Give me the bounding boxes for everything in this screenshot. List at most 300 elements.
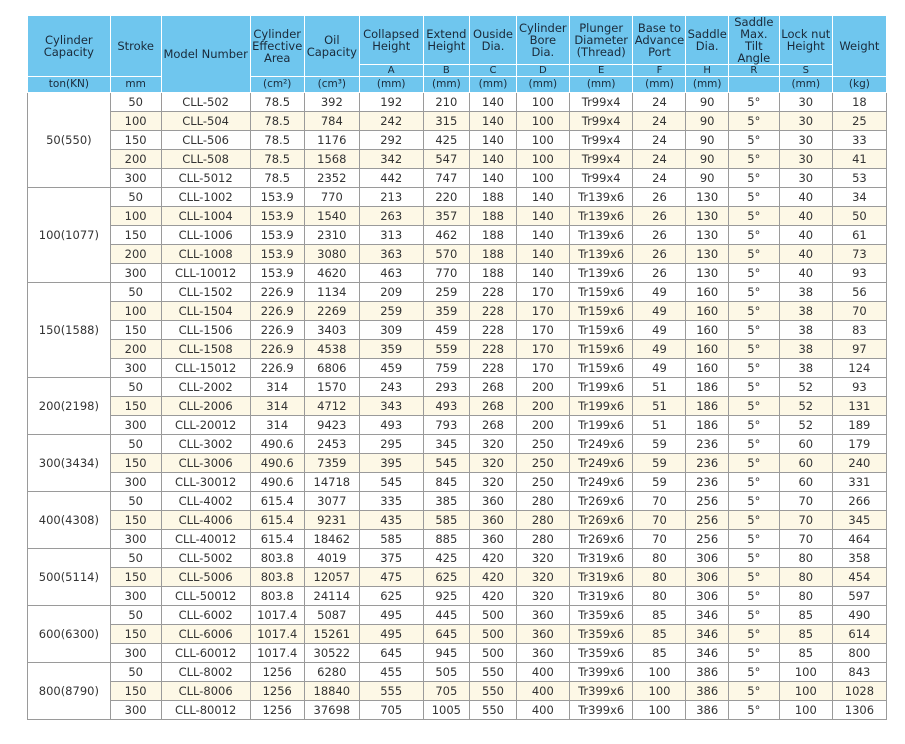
table-cell: 462 — [423, 226, 470, 245]
table-row — [28, 511, 887, 530]
table-cell: 5° — [728, 207, 779, 226]
table-cell: CLL-8006 — [161, 682, 250, 701]
table-cell: 885 — [423, 530, 470, 549]
table-cell: Tr159x6 — [569, 302, 633, 321]
table-cell: 345 — [832, 511, 886, 530]
table-cell: 5° — [728, 93, 779, 112]
table-cell: 97 — [832, 340, 886, 359]
header-plunger-dia: Plunger Diameter (Thread) — [569, 16, 633, 65]
table-cell: 100 — [779, 682, 832, 701]
table-cell: 256 — [686, 511, 728, 530]
table-cell: 445 — [423, 606, 470, 625]
table-cell: 5° — [728, 701, 779, 720]
table-cell: CLL-1006 — [161, 226, 250, 245]
header-code-f: F — [633, 65, 686, 77]
table-cell: 300 — [110, 587, 161, 606]
table-cell: 309 — [359, 321, 423, 340]
table-cell: 210 — [423, 93, 470, 112]
table-cell: Tr319x6 — [569, 568, 633, 587]
table-cell: 400 — [516, 682, 569, 701]
table-cell: 70 — [779, 492, 832, 511]
capacity-cell: 200(2198) — [28, 378, 111, 435]
table-cell: 360 — [470, 492, 517, 511]
table-cell: 5° — [728, 264, 779, 283]
table-cell: 12057 — [304, 568, 359, 587]
header-weight: Weight — [832, 16, 886, 77]
table-cell: 442 — [359, 169, 423, 188]
table-cell: 5° — [728, 435, 779, 454]
table-cell: CLL-1004 — [161, 207, 250, 226]
table-cell: 320 — [516, 587, 569, 606]
table-cell: 85 — [779, 644, 832, 663]
table-cell: CLL-502 — [161, 93, 250, 112]
table-cell: CLL-1504 — [161, 302, 250, 321]
table-cell: 83 — [832, 321, 886, 340]
table-row — [28, 663, 887, 682]
table-cell: 100 — [110, 302, 161, 321]
table-cell: 5° — [728, 492, 779, 511]
table-cell: 645 — [423, 625, 470, 644]
table-cell: 490.6 — [250, 454, 304, 473]
table-cell: 140 — [516, 264, 569, 283]
table-cell: 256 — [686, 530, 728, 549]
table-cell: CLL-4002 — [161, 492, 250, 511]
table-cell: 49 — [633, 302, 686, 321]
table-cell: 315 — [423, 112, 470, 131]
table-cell: 124 — [832, 359, 886, 378]
table-cell: 30522 — [304, 644, 359, 663]
table-cell: 346 — [686, 625, 728, 644]
table-cell: 803.8 — [250, 587, 304, 606]
table-cell: 1005 — [423, 701, 470, 720]
table-cell: 925 — [423, 587, 470, 606]
table-cell: 50 — [110, 378, 161, 397]
table-row — [28, 416, 887, 435]
table-cell: 130 — [686, 207, 728, 226]
table-cell: 30 — [779, 112, 832, 131]
table-cell: 320 — [470, 435, 517, 454]
table-cell: CLL-1002 — [161, 188, 250, 207]
table-cell: 342 — [359, 150, 423, 169]
unit-b: (mm) — [423, 77, 470, 93]
table-cell: CLL-50012 — [161, 587, 250, 606]
table-cell: 51 — [633, 416, 686, 435]
table-cell: 160 — [686, 283, 728, 302]
table-cell: 150 — [110, 682, 161, 701]
table-cell: 130 — [686, 226, 728, 245]
table-cell: 6280 — [304, 663, 359, 682]
table-row — [28, 302, 887, 321]
table-cell: 160 — [686, 359, 728, 378]
table-cell: Tr269x6 — [569, 530, 633, 549]
table-cell: 505 — [423, 663, 470, 682]
table-cell: 266 — [832, 492, 886, 511]
table-cell: Tr199x6 — [569, 416, 633, 435]
table-cell: 335 — [359, 492, 423, 511]
table-cell: 93 — [832, 264, 886, 283]
table-cell: 200 — [516, 397, 569, 416]
table-cell: 250 — [516, 454, 569, 473]
table-cell: 90 — [686, 169, 728, 188]
table-cell: 60 — [779, 454, 832, 473]
table-cell: 360 — [470, 530, 517, 549]
table-cell: 78.5 — [250, 131, 304, 150]
table-cell: 242 — [359, 112, 423, 131]
table-cell: 585 — [423, 511, 470, 530]
table-cell: 268 — [470, 397, 517, 416]
table-cell: Tr99x4 — [569, 150, 633, 169]
table-cell: CLL-3002 — [161, 435, 250, 454]
table-cell: 49 — [633, 283, 686, 302]
table-cell: 170 — [516, 283, 569, 302]
table-cell: 140 — [470, 112, 517, 131]
table-cell: 259 — [423, 283, 470, 302]
table-cell: 90 — [686, 93, 728, 112]
table-cell: 5° — [728, 283, 779, 302]
table-cell: 85 — [633, 625, 686, 644]
table-cell: 490.6 — [250, 435, 304, 454]
table-cell: 770 — [304, 188, 359, 207]
table-cell: 52 — [779, 397, 832, 416]
table-cell: 80 — [779, 549, 832, 568]
table-row — [28, 169, 887, 188]
table-cell: 18840 — [304, 682, 359, 701]
table-cell: 85 — [633, 644, 686, 663]
capacity-cell: 300(3434) — [28, 435, 111, 492]
table-cell: 78.5 — [250, 169, 304, 188]
table-cell: 256 — [686, 492, 728, 511]
table-cell: CLL-1502 — [161, 283, 250, 302]
table-cell: 300 — [110, 701, 161, 720]
table-row — [28, 93, 887, 112]
table-cell: Tr359x6 — [569, 644, 633, 663]
header-code-e: E — [569, 65, 633, 77]
table-cell: 1176 — [304, 131, 359, 150]
table-cell: 70 — [633, 530, 686, 549]
table-cell: 420 — [470, 568, 517, 587]
table-cell: CLL-20012 — [161, 416, 250, 435]
table-cell: 49 — [633, 359, 686, 378]
table-row — [28, 682, 887, 701]
table-cell: 130 — [686, 245, 728, 264]
table-cell: 26 — [633, 188, 686, 207]
table-cell: 100 — [516, 150, 569, 169]
table-cell: 200 — [516, 378, 569, 397]
table-cell: Tr249x6 — [569, 454, 633, 473]
capacity-cell: 100(1077) — [28, 188, 111, 283]
table-cell: 5° — [728, 587, 779, 606]
table-cell: 80 — [633, 568, 686, 587]
table-cell: 80 — [779, 568, 832, 587]
table-cell: 38 — [779, 321, 832, 340]
table-cell: 5° — [728, 473, 779, 492]
table-cell: 280 — [516, 511, 569, 530]
table-cell: 40 — [779, 226, 832, 245]
table-cell: 490 — [832, 606, 886, 625]
table-cell: 5° — [728, 397, 779, 416]
header-code-a: A — [359, 65, 423, 77]
table-cell: Tr399x6 — [569, 682, 633, 701]
table-cell: 1017.4 — [250, 625, 304, 644]
table-cell: 385 — [423, 492, 470, 511]
table-cell: 4620 — [304, 264, 359, 283]
table-cell: 5° — [728, 169, 779, 188]
table-cell: 160 — [686, 340, 728, 359]
table-body — [28, 93, 887, 720]
table-cell: 243 — [359, 378, 423, 397]
table-cell: 5° — [728, 378, 779, 397]
table-cell: 300 — [110, 530, 161, 549]
table-cell: 51 — [633, 397, 686, 416]
table-cell: 550 — [470, 682, 517, 701]
unit-r — [728, 77, 779, 93]
table-cell: Tr249x6 — [569, 435, 633, 454]
table-cell: 346 — [686, 606, 728, 625]
table-row — [28, 454, 887, 473]
table-cell: 345 — [423, 435, 470, 454]
table-cell: 5° — [728, 625, 779, 644]
table-cell: Tr359x6 — [569, 625, 633, 644]
table-cell: 140 — [470, 169, 517, 188]
table-cell: Tr319x6 — [569, 587, 633, 606]
table-cell: 375 — [359, 549, 423, 568]
table-cell: 50 — [110, 492, 161, 511]
table-cell: 420 — [470, 587, 517, 606]
table-cell: 24 — [633, 150, 686, 169]
table-cell: 559 — [423, 340, 470, 359]
table-cell: 625 — [359, 587, 423, 606]
table-cell: 34 — [832, 188, 886, 207]
table-cell: 268 — [470, 378, 517, 397]
table-cell: CLL-508 — [161, 150, 250, 169]
table-cell: 2352 — [304, 169, 359, 188]
table-cell: 60 — [779, 435, 832, 454]
unit-h: (mm) — [686, 77, 728, 93]
table-cell: 500 — [470, 644, 517, 663]
table-cell: 784 — [304, 112, 359, 131]
capacity-cell: 500(5114) — [28, 549, 111, 606]
header-tilt-angle: Saddle Max. Tilt Angle — [728, 16, 779, 65]
table-cell: 555 — [359, 682, 423, 701]
table-cell: 50 — [832, 207, 886, 226]
table-cell: 4712 — [304, 397, 359, 416]
table-cell: Tr139x6 — [569, 188, 633, 207]
table-cell: 358 — [832, 549, 886, 568]
table-cell: 188 — [470, 245, 517, 264]
table-cell: 386 — [686, 682, 728, 701]
table-cell: 188 — [470, 188, 517, 207]
unit-stroke: mm — [110, 77, 161, 93]
table-cell: CLL-506 — [161, 131, 250, 150]
table-cell: 200 — [110, 150, 161, 169]
table-cell: CLL-504 — [161, 112, 250, 131]
table-cell: 425 — [423, 131, 470, 150]
table-row — [28, 435, 887, 454]
table-cell: Tr319x6 — [569, 549, 633, 568]
table-row — [28, 587, 887, 606]
table-cell: 189 — [832, 416, 886, 435]
table-row — [28, 492, 887, 511]
table-row — [28, 644, 887, 663]
table-cell: 18 — [832, 93, 886, 112]
table-cell: 320 — [516, 549, 569, 568]
table-cell: Tr99x4 — [569, 112, 633, 131]
table-cell: 228 — [470, 283, 517, 302]
table-cell: 170 — [516, 321, 569, 340]
table-cell: 24 — [633, 93, 686, 112]
table-cell: 363 — [359, 245, 423, 264]
table-cell: 1570 — [304, 378, 359, 397]
table-cell: 320 — [470, 473, 517, 492]
table-cell: 37698 — [304, 701, 359, 720]
table-cell: 150 — [110, 226, 161, 245]
table-cell: 400 — [516, 663, 569, 682]
table-cell: 300 — [110, 473, 161, 492]
table-cell: 192 — [359, 93, 423, 112]
table-cell: Tr139x6 — [569, 226, 633, 245]
table-cell: 228 — [470, 302, 517, 321]
table-cell: Tr159x6 — [569, 340, 633, 359]
table-cell: CLL-1506 — [161, 321, 250, 340]
table-cell: 59 — [633, 473, 686, 492]
table-cell: 40 — [779, 207, 832, 226]
table-row — [28, 131, 887, 150]
table-cell: 228 — [470, 359, 517, 378]
table-cell: 150 — [110, 131, 161, 150]
table-cell: 70 — [779, 530, 832, 549]
table-cell: 140 — [516, 207, 569, 226]
table-cell: 625 — [423, 568, 470, 587]
table-row — [28, 150, 887, 169]
table-cell: 5° — [728, 682, 779, 701]
capacity-cell: 600(6300) — [28, 606, 111, 663]
table-cell: 259 — [359, 302, 423, 321]
table-cell: 1017.4 — [250, 606, 304, 625]
table-cell: 56 — [832, 283, 886, 302]
table-cell: 226.9 — [250, 302, 304, 321]
header-code-c: C — [470, 65, 517, 77]
table-cell: 150 — [110, 568, 161, 587]
table-cell: 435 — [359, 511, 423, 530]
table-cell: 24 — [633, 169, 686, 188]
table-row — [28, 378, 887, 397]
unit-oil: (cm³) — [304, 77, 359, 93]
table-row — [28, 625, 887, 644]
table-cell: 150 — [110, 511, 161, 530]
table-cell: Tr139x6 — [569, 264, 633, 283]
table-cell: 263 — [359, 207, 423, 226]
table-cell: 500 — [470, 625, 517, 644]
table-cell: 759 — [423, 359, 470, 378]
table-cell: 80 — [633, 549, 686, 568]
table-cell: 360 — [516, 606, 569, 625]
table-cell: 200 — [516, 416, 569, 435]
table-cell: 153.9 — [250, 264, 304, 283]
table-cell: 5° — [728, 644, 779, 663]
table-cell: 4538 — [304, 340, 359, 359]
table-cell: 90 — [686, 150, 728, 169]
table-cell: 153.9 — [250, 226, 304, 245]
table-cell: 78.5 — [250, 93, 304, 112]
table-cell: 50 — [110, 188, 161, 207]
table-cell: 4019 — [304, 549, 359, 568]
table-cell: 292 — [359, 131, 423, 150]
table-cell: 705 — [359, 701, 423, 720]
table-cell: 547 — [423, 150, 470, 169]
table-cell: 140 — [516, 226, 569, 245]
table-cell: 314 — [250, 378, 304, 397]
table-cell: 226.9 — [250, 321, 304, 340]
table-cell: Tr139x6 — [569, 245, 633, 264]
unit-capacity: ton(KN) — [28, 77, 111, 93]
table-cell: 85 — [633, 606, 686, 625]
table-cell: 73 — [832, 245, 886, 264]
table-row — [28, 207, 887, 226]
table-cell: Tr359x6 — [569, 606, 633, 625]
table-row — [28, 473, 887, 492]
table-cell: 40 — [779, 188, 832, 207]
table-cell: 50 — [110, 435, 161, 454]
table-cell: 15261 — [304, 625, 359, 644]
table-cell: 80 — [633, 587, 686, 606]
table-cell: 463 — [359, 264, 423, 283]
capacity-cell: 50(550) — [28, 93, 111, 188]
table-cell: 70 — [633, 492, 686, 511]
table-cell: 236 — [686, 454, 728, 473]
table-cell: 314 — [250, 416, 304, 435]
table-cell: 80 — [779, 587, 832, 606]
table-cell: 843 — [832, 663, 886, 682]
table-cell: 585 — [359, 530, 423, 549]
table-row — [28, 568, 887, 587]
table-cell: 1256 — [250, 682, 304, 701]
header-code-b: B — [423, 65, 470, 77]
table-cell: 60 — [779, 473, 832, 492]
table-cell: 236 — [686, 473, 728, 492]
header-saddle-dia: Saddle Dia. — [686, 16, 728, 65]
table-cell: 615.4 — [250, 511, 304, 530]
table-cell: 130 — [686, 188, 728, 207]
table-cell: 5° — [728, 530, 779, 549]
table-row — [28, 397, 887, 416]
table-cell: 314 — [250, 397, 304, 416]
table-cell: Tr269x6 — [569, 511, 633, 530]
table-cell: 160 — [686, 302, 728, 321]
table-cell: 50 — [110, 93, 161, 112]
table-cell: 130 — [686, 264, 728, 283]
table-cell: 550 — [470, 701, 517, 720]
table-cell: 100 — [516, 112, 569, 131]
header-extend-height: Extend Height — [423, 16, 470, 65]
table-cell: 3077 — [304, 492, 359, 511]
table-cell: 200 — [110, 245, 161, 264]
table-cell: 213 — [359, 188, 423, 207]
table-cell: 49 — [633, 321, 686, 340]
table-cell: 38 — [779, 283, 832, 302]
table-cell: 153.9 — [250, 207, 304, 226]
table-cell: 615.4 — [250, 492, 304, 511]
table-cell: CLL-8002 — [161, 663, 250, 682]
table-row — [28, 549, 887, 568]
table-cell: 14718 — [304, 473, 359, 492]
cylinder-spec-table — [27, 15, 887, 720]
table-cell: 386 — [686, 701, 728, 720]
table-cell: 5° — [728, 511, 779, 530]
table-cell: 2310 — [304, 226, 359, 245]
table-cell: 331 — [832, 473, 886, 492]
table-cell: 425 — [423, 549, 470, 568]
table-cell: CLL-6006 — [161, 625, 250, 644]
